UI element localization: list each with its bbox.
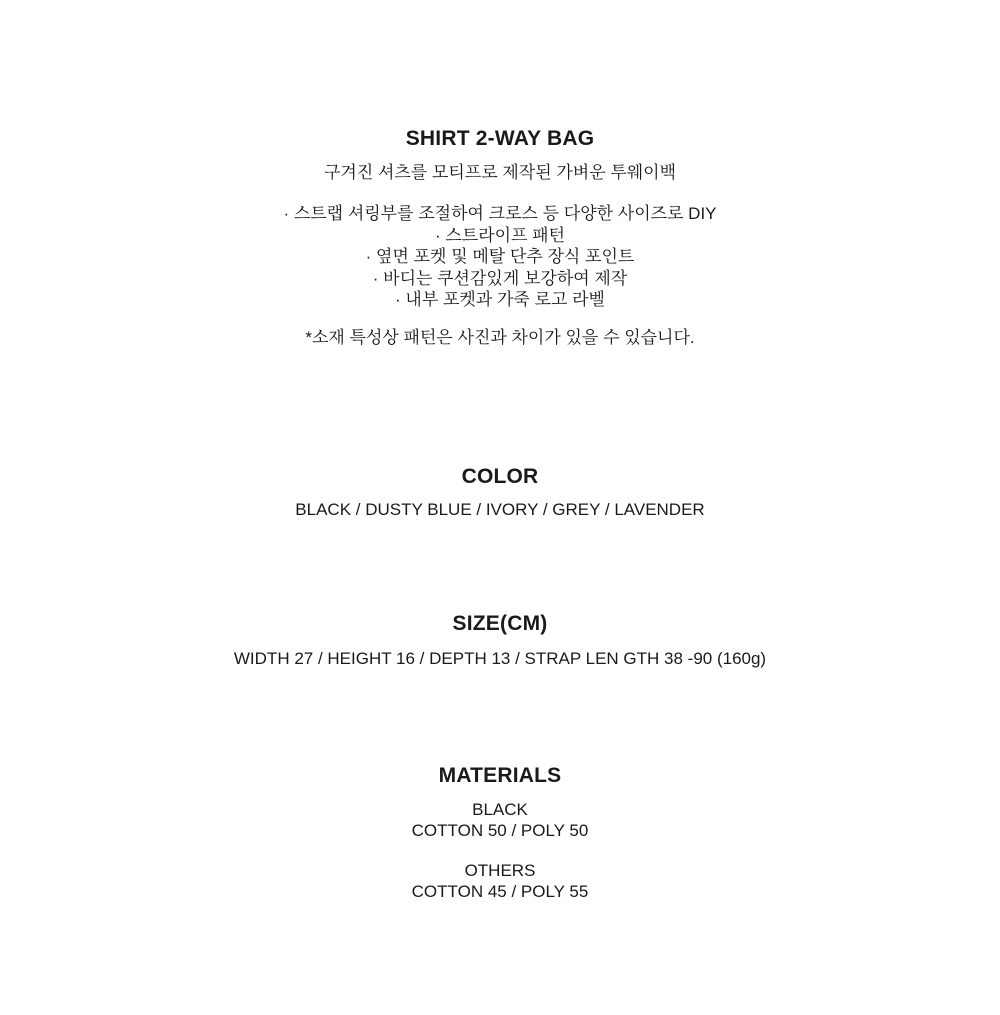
color-options: BLACK / DUSTY BLUE / IVORY / GREY / LAVENDER (295, 500, 705, 519)
product-summary: 구겨진 셔츠를 모티프로 제작된 가벼운 투웨이백 (323, 163, 677, 182)
feature-item: · 바디는 쿠션감있게 보강하여 제작 (372, 268, 628, 288)
feature-item: · 스트랩 셔링부를 조절하여 크로스 등 다양한 사이즈로 DIY (283, 204, 717, 223)
feature-item: · 옆면 포켓 및 메탈 단추 장식 포인트 (365, 247, 635, 267)
product-title: SHIRT 2-WAY BAG (405, 127, 595, 151)
size-dimensions: WIDTH 27 / HEIGHT 16 / DEPTH 13 / STRAP LEN GTH 38 -90 (160g) (233, 649, 767, 668)
feature-item: · 스트라이프 패턴 (434, 225, 566, 245)
materials-section-heading: MATERIALS (438, 764, 562, 788)
size-section-heading: SIZE(CM) (452, 612, 548, 636)
materials-group-name: OTHERS (464, 861, 536, 880)
materials-group-name: BLACK (472, 800, 528, 819)
material-disclaimer-note: *소재 특성상 패턴은 사진과 차이가 있을 수 있습니다. (305, 328, 695, 347)
materials-group-composition: COTTON 45 / POLY 55 (411, 882, 589, 901)
color-section-heading: COLOR (461, 465, 539, 489)
materials-group-composition: COTTON 50 / POLY 50 (411, 821, 589, 840)
feature-item: · 내부 포켓과 가죽 로고 라벨 (395, 290, 605, 310)
feature-list (0, 203, 1000, 311)
